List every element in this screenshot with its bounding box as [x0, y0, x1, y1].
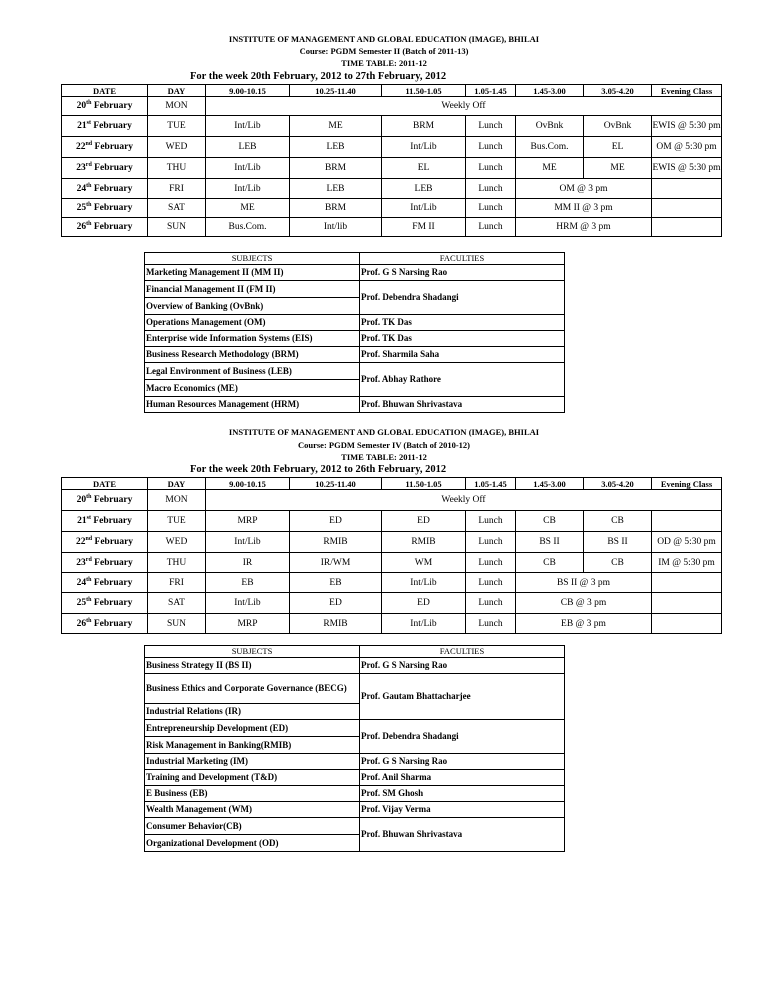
timetable-header-row — [62, 85, 722, 97]
slot-cell: EL — [382, 158, 466, 179]
slot-cell: RMIB — [382, 532, 466, 553]
table-row — [145, 720, 565, 737]
faculty-cell: Prof. Sharmila Saha — [360, 347, 565, 363]
table-row — [145, 331, 565, 347]
table-row — [145, 363, 565, 380]
date-cell: 21st February — [62, 116, 148, 137]
day-cell: MON — [148, 97, 206, 116]
lunch-cell: Lunch — [466, 573, 516, 593]
evening-cell — [652, 511, 722, 532]
day-cell: TUE — [148, 511, 206, 532]
slot-cell: ME — [290, 116, 382, 137]
subject-cell: Marketing Management II (MM II) — [145, 265, 360, 281]
table-row — [62, 116, 722, 137]
slot-cell: CB — [584, 553, 652, 573]
table-row — [145, 770, 565, 786]
faculty-cell: Prof. Abhay Rathore — [360, 363, 565, 397]
col-header: 9.00-10.15 — [206, 85, 290, 97]
subject-cell: Industrial Marketing (IM) — [145, 754, 360, 770]
table-row — [62, 593, 722, 614]
col-header: 11.50-1.05 — [382, 85, 466, 97]
day-cell: TUE — [148, 116, 206, 137]
subject-cell: Training and Development (T&D) — [145, 770, 360, 786]
slot-cell: Int/Lib — [206, 532, 290, 553]
date-cell: 20th February — [62, 490, 148, 511]
slot-cell: EB — [206, 573, 290, 593]
table-row — [62, 490, 722, 511]
faculty-cell: Prof. Vijay Verma — [360, 802, 565, 818]
lunch-cell: Lunch — [466, 593, 516, 614]
col-header: Evening Class — [652, 478, 722, 490]
subject-cell: Business Strategy II (BS II) — [145, 658, 360, 674]
week-range: For the week 20th February, 2012 to 27th February, 2012 — [190, 71, 447, 82]
col-header: 3.05-4.20 — [584, 85, 652, 97]
lunch-cell: Lunch — [466, 218, 516, 237]
slot-cell: OvBnk — [584, 116, 652, 137]
slot-cell: WM — [382, 553, 466, 573]
table-row — [145, 281, 565, 298]
day-cell: SAT — [148, 593, 206, 614]
day-cell: WED — [148, 532, 206, 553]
slot-cell: ED — [382, 593, 466, 614]
slot-cell: EL — [584, 137, 652, 158]
slot-cell: OvBnk — [516, 116, 584, 137]
afternoon-cell: HRM @ 3 pm — [516, 218, 652, 237]
lunch-cell: Lunch — [466, 511, 516, 532]
slot-cell: CB — [516, 511, 584, 532]
date-cell: 24th February — [62, 573, 148, 593]
evening-cell: IM @ 5:30 pm — [652, 553, 722, 573]
faculty-cell: Prof. G S Narsing Rao — [360, 265, 565, 281]
slot-cell: LEB — [290, 179, 382, 199]
evening-cell — [652, 593, 722, 614]
table-row — [62, 532, 722, 553]
timetable-year: TIME TABLE: 2011-12 — [341, 452, 427, 462]
subject-cell: Industrial Relations (IR) — [145, 704, 360, 720]
table-row — [145, 818, 565, 835]
slot-cell: CB — [516, 553, 584, 573]
table-row — [145, 674, 565, 704]
afternoon-cell: OM @ 3 pm — [516, 179, 652, 199]
date-cell: 21st February — [62, 511, 148, 532]
subjects-header: SUBJECTS — [145, 646, 360, 658]
faculty-cell: Prof. Gautam Bhattacharjee — [360, 674, 565, 720]
faculty-cell: Prof. Debendra Shadangi — [360, 720, 565, 754]
table-row — [62, 158, 722, 179]
evening-cell: OM @ 5:30 pm — [652, 137, 722, 158]
col-header: DAY — [148, 85, 206, 97]
institute-title: INSTITUTE OF MANAGEMENT AND GLOBAL EDUCATION (IMAGE), BHILAI — [228, 427, 540, 437]
slot-cell: FM II — [382, 218, 466, 237]
subject-cell: Human Resources Management (HRM) — [145, 397, 360, 413]
subject-cell: Operations Management (OM) — [145, 315, 360, 331]
week-range: For the week 20th February, 2012 to 26th February, 2012 — [190, 464, 447, 475]
col-header: 1.45-3.00 — [516, 478, 584, 490]
slot-cell: IR — [206, 553, 290, 573]
subject-cell: Business Ethics and Corporate Governance (BECG) — [145, 674, 360, 704]
day-cell: SAT — [148, 199, 206, 218]
day-cell: MON — [148, 490, 206, 511]
slot-cell: ME — [206, 199, 290, 218]
slot-cell: ED — [290, 511, 382, 532]
slot-cell: Int/Lib — [206, 158, 290, 179]
course-title: Course: PGDM Semester II (Batch of 2011-13) — [299, 46, 469, 56]
date-cell: 23rd February — [62, 158, 148, 179]
slot-cell: ED — [382, 511, 466, 532]
faculty-cell: Prof. TK Das — [360, 315, 565, 331]
lunch-cell: Lunch — [466, 158, 516, 179]
slot-cell: Int/lib — [290, 218, 382, 237]
subject-cell: Organizational Development (OD) — [145, 835, 360, 852]
slot-cell: BRM — [382, 116, 466, 137]
day-cell: THU — [148, 158, 206, 179]
slot-cell: ME — [584, 158, 652, 179]
subject-cell: Overview of Banking (OvBnk) — [145, 298, 360, 315]
faculty-cell: Prof. G S Narsing Rao — [360, 754, 565, 770]
lunch-cell: Lunch — [466, 614, 516, 634]
course-title: Course: PGDM Semester IV (Batch of 2010-12) — [297, 440, 470, 450]
evening-cell: OD @ 5:30 pm — [652, 532, 722, 553]
subject-cell: Wealth Management (WM) — [145, 802, 360, 818]
date-cell: 25th February — [62, 199, 148, 218]
slot-cell: ME — [516, 158, 584, 179]
day-cell: FRI — [148, 573, 206, 593]
afternoon-cell: MM II @ 3 pm — [516, 199, 652, 218]
slot-cell: BRM — [290, 158, 382, 179]
table-row — [62, 97, 722, 116]
subject-cell: Macro Economics (ME) — [145, 380, 360, 397]
subject-cell: Risk Management in Banking(RMIB) — [145, 737, 360, 754]
day-cell: SUN — [148, 218, 206, 237]
slot-cell: BS II — [584, 532, 652, 553]
table-row — [62, 218, 722, 237]
table-row — [62, 553, 722, 573]
table-row — [62, 573, 722, 593]
slot-cell: LEB — [290, 137, 382, 158]
table-row — [145, 265, 565, 281]
evening-cell: EWIS @ 5:30 pm — [652, 158, 722, 179]
date-cell: 22nd February — [62, 137, 148, 158]
slot-cell: EB — [290, 573, 382, 593]
slot-cell: Int/Lib — [382, 137, 466, 158]
slot-cell: Bus.Com. — [516, 137, 584, 158]
col-header: Evening Class — [652, 85, 722, 97]
date-cell: 23rd February — [62, 553, 148, 573]
slot-cell: BS II — [516, 532, 584, 553]
slot-cell: Bus.Com. — [206, 218, 290, 237]
slot-cell: Int/Lib — [206, 593, 290, 614]
col-header: 3.05-4.20 — [584, 478, 652, 490]
table-row — [145, 658, 565, 674]
col-header: 1.05-1.45 — [466, 85, 516, 97]
table-row — [145, 315, 565, 331]
timetable-year: TIME TABLE: 2011-12 — [341, 58, 427, 68]
slot-cell: Int/Lib — [206, 116, 290, 137]
slot-cell: IR/WM — [290, 553, 382, 573]
slot-cell: Int/Lib — [382, 573, 466, 593]
col-header: DATE — [62, 85, 148, 97]
slot-cell: LEB — [382, 179, 466, 199]
col-header: 11.50-1.05 — [382, 478, 466, 490]
evening-cell — [652, 573, 722, 593]
slot-cell: BRM — [290, 199, 382, 218]
evening-cell — [652, 614, 722, 634]
col-header: 10.25-11.40 — [290, 85, 382, 97]
slot-cell: RMIB — [290, 614, 382, 634]
lunch-cell: Lunch — [466, 179, 516, 199]
lunch-cell: Lunch — [466, 532, 516, 553]
table-row — [62, 137, 722, 158]
date-cell: 20th February — [62, 97, 148, 116]
table-row — [145, 397, 565, 413]
col-header: 1.45-3.00 — [516, 85, 584, 97]
col-header: 1.05-1.45 — [466, 478, 516, 490]
table-row — [145, 754, 565, 770]
table-row — [62, 199, 722, 218]
table-row — [62, 179, 722, 199]
faculties-header: FACULTIES — [360, 646, 565, 658]
weekly-off-cell: Weekly Off — [206, 97, 722, 116]
col-header: 10.25-11.40 — [290, 478, 382, 490]
subject-cell: E Business (EB) — [145, 786, 360, 802]
faculty-cell: Prof. Bhuwan Shrivastava — [360, 818, 565, 852]
date-cell: 26th February — [62, 614, 148, 634]
slot-cell: CB — [584, 511, 652, 532]
day-cell: FRI — [148, 179, 206, 199]
col-header: DAY — [148, 478, 206, 490]
lunch-cell: Lunch — [466, 116, 516, 137]
subject-cell: Legal Environment of Business (LEB) — [145, 363, 360, 380]
table-row — [62, 614, 722, 634]
evening-cell — [652, 179, 722, 199]
afternoon-cell: CB @ 3 pm — [516, 593, 652, 614]
slot-cell: LEB — [206, 137, 290, 158]
slot-cell: Int/Lib — [206, 179, 290, 199]
faculty-cell: Prof. TK Das — [360, 331, 565, 347]
slot-cell: ED — [290, 593, 382, 614]
subjects-faculties-sem2 — [144, 252, 565, 413]
date-cell: 22nd February — [62, 532, 148, 553]
subject-cell: Consumer Behavior(CB) — [145, 818, 360, 835]
table-row — [145, 786, 565, 802]
faculty-cell: Prof. Anil Sharma — [360, 770, 565, 786]
subject-cell: Financial Management II (FM II) — [145, 281, 360, 298]
slot-cell: Int/Lib — [382, 199, 466, 218]
evening-cell: EWIS @ 5:30 pm — [652, 116, 722, 137]
lunch-cell: Lunch — [466, 137, 516, 158]
date-cell: 24th February — [62, 179, 148, 199]
day-cell: SUN — [148, 614, 206, 634]
faculty-cell: Prof. Bhuwan Shrivastava — [360, 397, 565, 413]
date-cell: 26th February — [62, 218, 148, 237]
faculty-cell: Prof. Debendra Shadangi — [360, 281, 565, 315]
faculty-cell: Prof. SM Ghosh — [360, 786, 565, 802]
afternoon-cell: EB @ 3 pm — [516, 614, 652, 634]
timetable-sem4 — [61, 477, 722, 634]
table-row — [145, 347, 565, 363]
subjects-header: SUBJECTS — [145, 253, 360, 265]
subject-cell: Enterprise wide Information Systems (EIS) — [145, 331, 360, 347]
slot-cell: RMIB — [290, 532, 382, 553]
timetable-header-row — [62, 478, 722, 490]
slot-cell: MRP — [206, 511, 290, 532]
afternoon-cell: BS II @ 3 pm — [516, 573, 652, 593]
institute-title: INSTITUTE OF MANAGEMENT AND GLOBAL EDUCATION (IMAGE), BHILAI — [228, 34, 540, 44]
subjects-faculties-sem4 — [144, 645, 565, 852]
col-header: DATE — [62, 478, 148, 490]
table-row — [62, 511, 722, 532]
faculty-cell: Prof. G S Narsing Rao — [360, 658, 565, 674]
date-cell: 25th February — [62, 593, 148, 614]
day-cell: WED — [148, 137, 206, 158]
subjects-header-row — [145, 253, 565, 265]
lunch-cell: Lunch — [466, 199, 516, 218]
timetable-sem2 — [61, 84, 722, 237]
slot-cell: Int/Lib — [382, 614, 466, 634]
subject-cell: Entrepreneurship Development (ED) — [145, 720, 360, 737]
faculties-header: FACULTIES — [360, 253, 565, 265]
subjects-header-row — [145, 646, 565, 658]
slot-cell: MRP — [206, 614, 290, 634]
subject-cell: Business Research Methodology (BRM) — [145, 347, 360, 363]
lunch-cell: Lunch — [466, 553, 516, 573]
day-cell: THU — [148, 553, 206, 573]
table-row — [145, 802, 565, 818]
evening-cell — [652, 199, 722, 218]
weekly-off-cell: Weekly Off — [206, 490, 722, 511]
evening-cell — [652, 218, 722, 237]
col-header: 9.00-10.15 — [206, 478, 290, 490]
